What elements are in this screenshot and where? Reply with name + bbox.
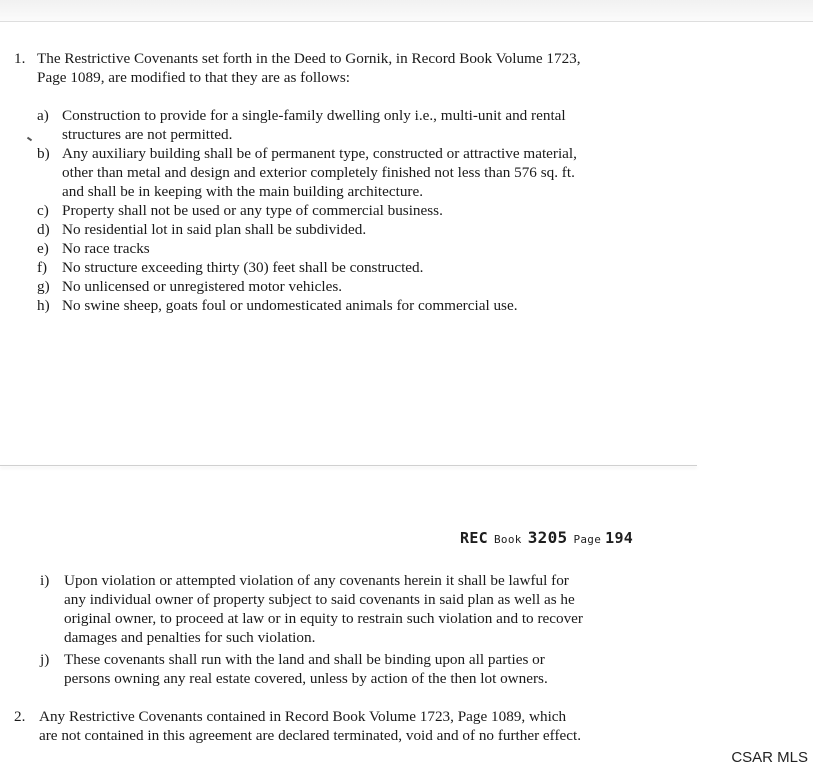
section-2-text [39, 707, 581, 745]
item-line: These covenants shall run with the land and shall be binding upon all parties or [64, 651, 545, 668]
stamp-page-word: Page [573, 533, 602, 546]
scan-mark [27, 137, 32, 142]
page-divider [0, 465, 697, 466]
item-line: Construction to provide for a single-family dwelling only i.e., multi-unit and rental [62, 107, 566, 124]
item-text [62, 296, 518, 315]
item-line: structures are not permitted. [62, 126, 233, 143]
stamp-volume: 3205 [527, 528, 568, 547]
item-label: c) [37, 202, 49, 219]
item-text [62, 220, 366, 239]
item-line: Upon violation or attempted violation of any covenants herein it shall be lawful for [64, 572, 569, 589]
item-text [62, 106, 566, 144]
section-1-line: Page 1089, are modified to that they are as follows: [37, 69, 350, 86]
item-label: h) [37, 297, 50, 314]
item-text [64, 571, 583, 647]
section-1-line: The Restrictive Covenants set forth in the Deed to Gornik, in Record Book Volume 1723, [37, 50, 581, 67]
top-strip [0, 0, 813, 21]
item-line: other than metal and design and exterior completely finished not less than 576 sq. ft. [62, 164, 575, 181]
item-line: No structure exceeding thirty (30) feet shall be constructed. [62, 259, 424, 276]
item-line: No swine sheep, goats foul or undomesticated animals for commercial use. [62, 297, 518, 314]
item-label: e) [37, 240, 49, 257]
item-text [62, 239, 150, 258]
section-1-text [37, 49, 581, 87]
item-line: damages and penalties for such violation. [64, 629, 316, 646]
item-label: i) [40, 572, 50, 589]
item-label: a) [37, 107, 49, 124]
top-border [0, 21, 813, 22]
item-line: No race tracks [62, 240, 150, 257]
item-line: and shall be in keeping with the main building architecture. [62, 183, 424, 200]
section-2-number: 2. [14, 708, 26, 725]
item-line: No residential lot in said plan shall be subdivided. [62, 221, 367, 238]
item-label: f) [37, 259, 48, 276]
item-line: No unlicensed or unregistered motor vehicles. [62, 278, 343, 295]
stamp-page-number: 194 [605, 529, 634, 547]
item-text [62, 277, 342, 296]
item-label: j) [40, 651, 50, 668]
section-1-number: 1. [14, 50, 26, 67]
section-2-line: Any Restrictive Covenants contained in Record Book Volume 1723, Page 1089, which [39, 708, 567, 725]
item-label: b) [37, 145, 50, 162]
item-text [62, 258, 423, 277]
item-text [62, 201, 443, 220]
item-text [62, 144, 577, 201]
section-2-line: are not contained in this agreement are declared terminated, void and of no further effect. [39, 727, 582, 744]
item-text [64, 650, 548, 688]
stamp-book-word: Book [494, 533, 522, 546]
item-line: persons owning any real estate covered, unless by action of the then lot owners. [64, 670, 548, 687]
item-line: any individual owner of property subject to said covenants in said plan as well as he [64, 591, 575, 608]
item-line: Any auxiliary building shall be of permanent type, constructed or attractive material, [62, 145, 577, 162]
item-line: Property shall not be used or any type of commercial business. [62, 202, 443, 219]
record-book-stamp [460, 528, 633, 549]
csar-mls-watermark: CSAR MLS [731, 749, 808, 766]
item-label: g) [37, 278, 50, 295]
item-label: d) [37, 221, 50, 238]
stamp-rec: REC [460, 529, 488, 547]
item-line: original owner, to proceed at law or in equity to restrain such violation and to recover [64, 610, 583, 627]
